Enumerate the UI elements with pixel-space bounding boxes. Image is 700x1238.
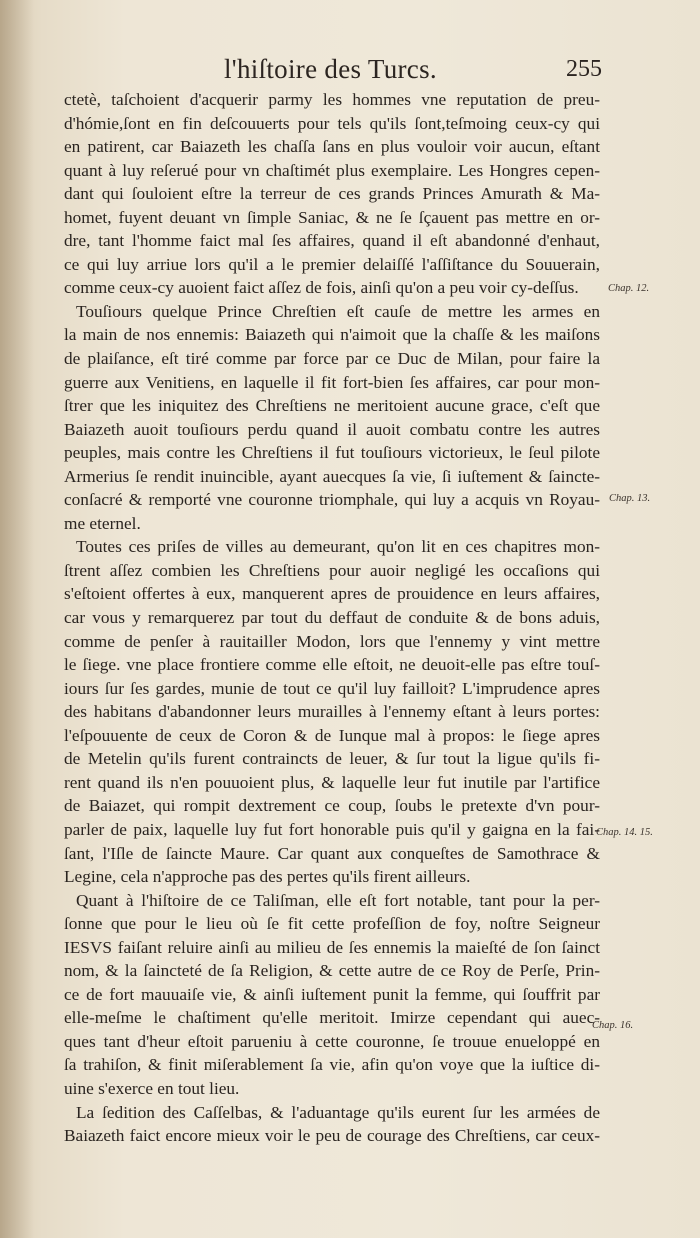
text-line: en patirent, car Baiazeth les chaſſa ſans en plus vouloir voir aucun, eſtant <box>64 137 600 157</box>
text-line: conſacré & remporté vne couronne triomphale, qui luy a acquis vn Royau- <box>64 490 600 510</box>
text-line: de plaiſance, eſt tiré comme par force par ce Duc de Milan, pour faire la <box>64 349 600 369</box>
text-line: elle-meſme le chaſtiment qu'elle meritoit. Imirze cependant qui auec- <box>64 1008 600 1028</box>
text-line: ſant, l'Iſle de ſaincte Maure. Car quant aux conqueſtes de Samothrace & <box>64 843 600 863</box>
text-line: Legine, cela n'approche pas des pertes qu'ils firent ailleurs. <box>64 867 471 887</box>
text-line: Baiazeth faict encore mieux voir le peu de courage des Chreſtiens, car ceux- <box>64 1126 600 1146</box>
paragraph-start-line: Toutes ces priſes de villes au demeurant, qu'on lit en ces chapitres mon- <box>76 537 600 557</box>
text-line: de Metelin qu'ils furent contraincts de leuer, & ſur tout la ligue qu'ils fi- <box>64 749 600 769</box>
paragraph-start-line: La ſedition des Caſſelbas, & l'aduantage qu'ils eurent ſur les armées de <box>76 1102 600 1122</box>
page-number: 255 <box>566 56 602 82</box>
text-line: nom, & la ſaincteté de ſa Religion, & cette autre de ce Roy de Perſe, Prin- <box>64 961 600 981</box>
body-text <box>64 88 600 1148</box>
text-line: ce de fort mauuaiſe vie, & ainſi iuſtement punit la femme, qui ſouffrit par <box>64 984 600 1004</box>
text-line: ſonne que pour le lieu où ſe fit cette profeſſion de foy, noſtre Seigneur <box>64 914 600 934</box>
text-line: des habitans d'abandonner leurs murailles à l'ennemy eſtant à leurs portes: <box>64 702 600 722</box>
text-line: parler de paix, laquelle luy fut fort honorable puis qu'il y gaigna en la fai- <box>64 819 600 839</box>
margin-note-chap-16: Chap. 16. <box>592 1020 634 1031</box>
text-line: ctetè, taſchoient d'acquerir parmy les hommes vne reputation de preu- <box>64 90 600 109</box>
text-line: Baiazeth auoit touſiours perdu quand il auoit combatu contre les autres <box>64 419 600 439</box>
text-line: iours ſur ſes gardes, munie de tout ce qu'il luy failloit? L'imprudence apres <box>64 678 600 698</box>
paragraph-start-line: Touſiours quelque Prince Chreſtien eſt cauſe de mettre les armes en <box>76 301 600 321</box>
margin-note-chap-14-15: Chap. 14. 15. <box>596 827 653 838</box>
text-line: quant à luy reſerué pour vn chaſtimét plus exemplaire. Les Hongres cepen- <box>64 160 600 180</box>
text-line: Armerius ſe rendit inuincible, ayant auecques ſa vie, ſi iuſtement & ſaincte- <box>64 466 600 486</box>
text-line: l'eſpouuente de ceux de Coron & de Iunque mal à propos: le ſiege apres <box>64 725 600 745</box>
text-line: la main de nos ennemis: Baiazeth qui n'aimoit que la chaſſe & les maiſons <box>64 325 600 345</box>
text-line: s'eſtoient offertes à eux, manquerent apres de prouidence en leurs affaires, <box>64 584 600 604</box>
text-line: comme de penſer à rauitailler Modon, lors que l'ennemy y vint mettre <box>64 631 600 651</box>
paragraph-start-line: Quant à l'hiſtoire de ce Taliſman, elle eſt fort notable, tant pour la per- <box>76 890 600 910</box>
text-line: homet, fuyent deuant vn ſimple Saniac, & ne ſe ſçauent pas mettre en or- <box>64 207 600 227</box>
running-title: l'hiſtoire des Turcs. <box>224 54 437 84</box>
text-line: de Baiazet, qui rompit dextrement ce coup, ſoubs le pretexte d'vn pour- <box>64 796 600 816</box>
text-line: peuples, mais contre les Chreſtiens il fut touſiours victorieux, le ſeul pilote <box>64 443 600 463</box>
text-line: dant qui ſouloient eſtre la terreur de ces grands Princes Amurath & Ma- <box>64 184 600 204</box>
margin-note-chap-13: Chap. 13. <box>609 493 651 504</box>
text-line: ſtrer que les iniquitez des Chreſtiens ne meritoient aucune grace, c'eſt que <box>64 396 600 416</box>
text-line: d'hómie,ſont en fin deſcouuerts pour tels qu'ils ſont,teſmoing ceux-cy qui <box>64 113 600 133</box>
gutter-shadow <box>0 0 34 1238</box>
text-line: ſa trahiſon, & finit miſerablement ſa vie, afin qu'on voye que la iuſtice di- <box>64 1055 600 1075</box>
running-head <box>0 54 700 84</box>
text-line: ſtrent aſſez combien les Chreſtiens pour auoir negligé les occaſions qui <box>64 560 600 580</box>
text-line: comme ceux-cy auoient faict aſſez de fois, ainſi qu'on a peu voir cy-deſſus. <box>64 278 579 298</box>
text-line: me eternel. <box>64 513 141 533</box>
text-line: car vous y remarquerez par tout du deffaut de conduite & de bons aduis, <box>64 608 600 628</box>
margin-note-chap-12: Chap. 12. <box>608 283 650 294</box>
text-line: le ſiege. vne place frontiere comme elle eſtoit, ne deuoit-elle pas eſtre touſ- <box>64 655 600 675</box>
text-line: rent quand ils n'en pouuoient plus, & laquelle leur fut inutile par l'artifice <box>64 772 600 792</box>
text-line: guerre aux Venitiens, en laquelle il fit fort-bien ſes affaires, car pour mon- <box>64 372 600 392</box>
text-line: ce qui luy arriue lors qu'il a le premier delaiſſé l'aſſiſtance du Souuerain, <box>64 254 600 274</box>
text-line: dre, tant l'homme faict mal ſes affaires, quand il eſt abandonné d'enhaut, <box>64 231 600 251</box>
text-line: ques tant d'heur eſtoit parueniu à cette couronne, ſe trouue enueloppé en <box>64 1031 600 1051</box>
text-line: uine s'exerce en tout lieu. <box>64 1078 240 1098</box>
text-line: IESVS faiſant reluire ainſi au milieu de ſes ennemis la maieſté de ſon ſainct <box>64 937 600 957</box>
